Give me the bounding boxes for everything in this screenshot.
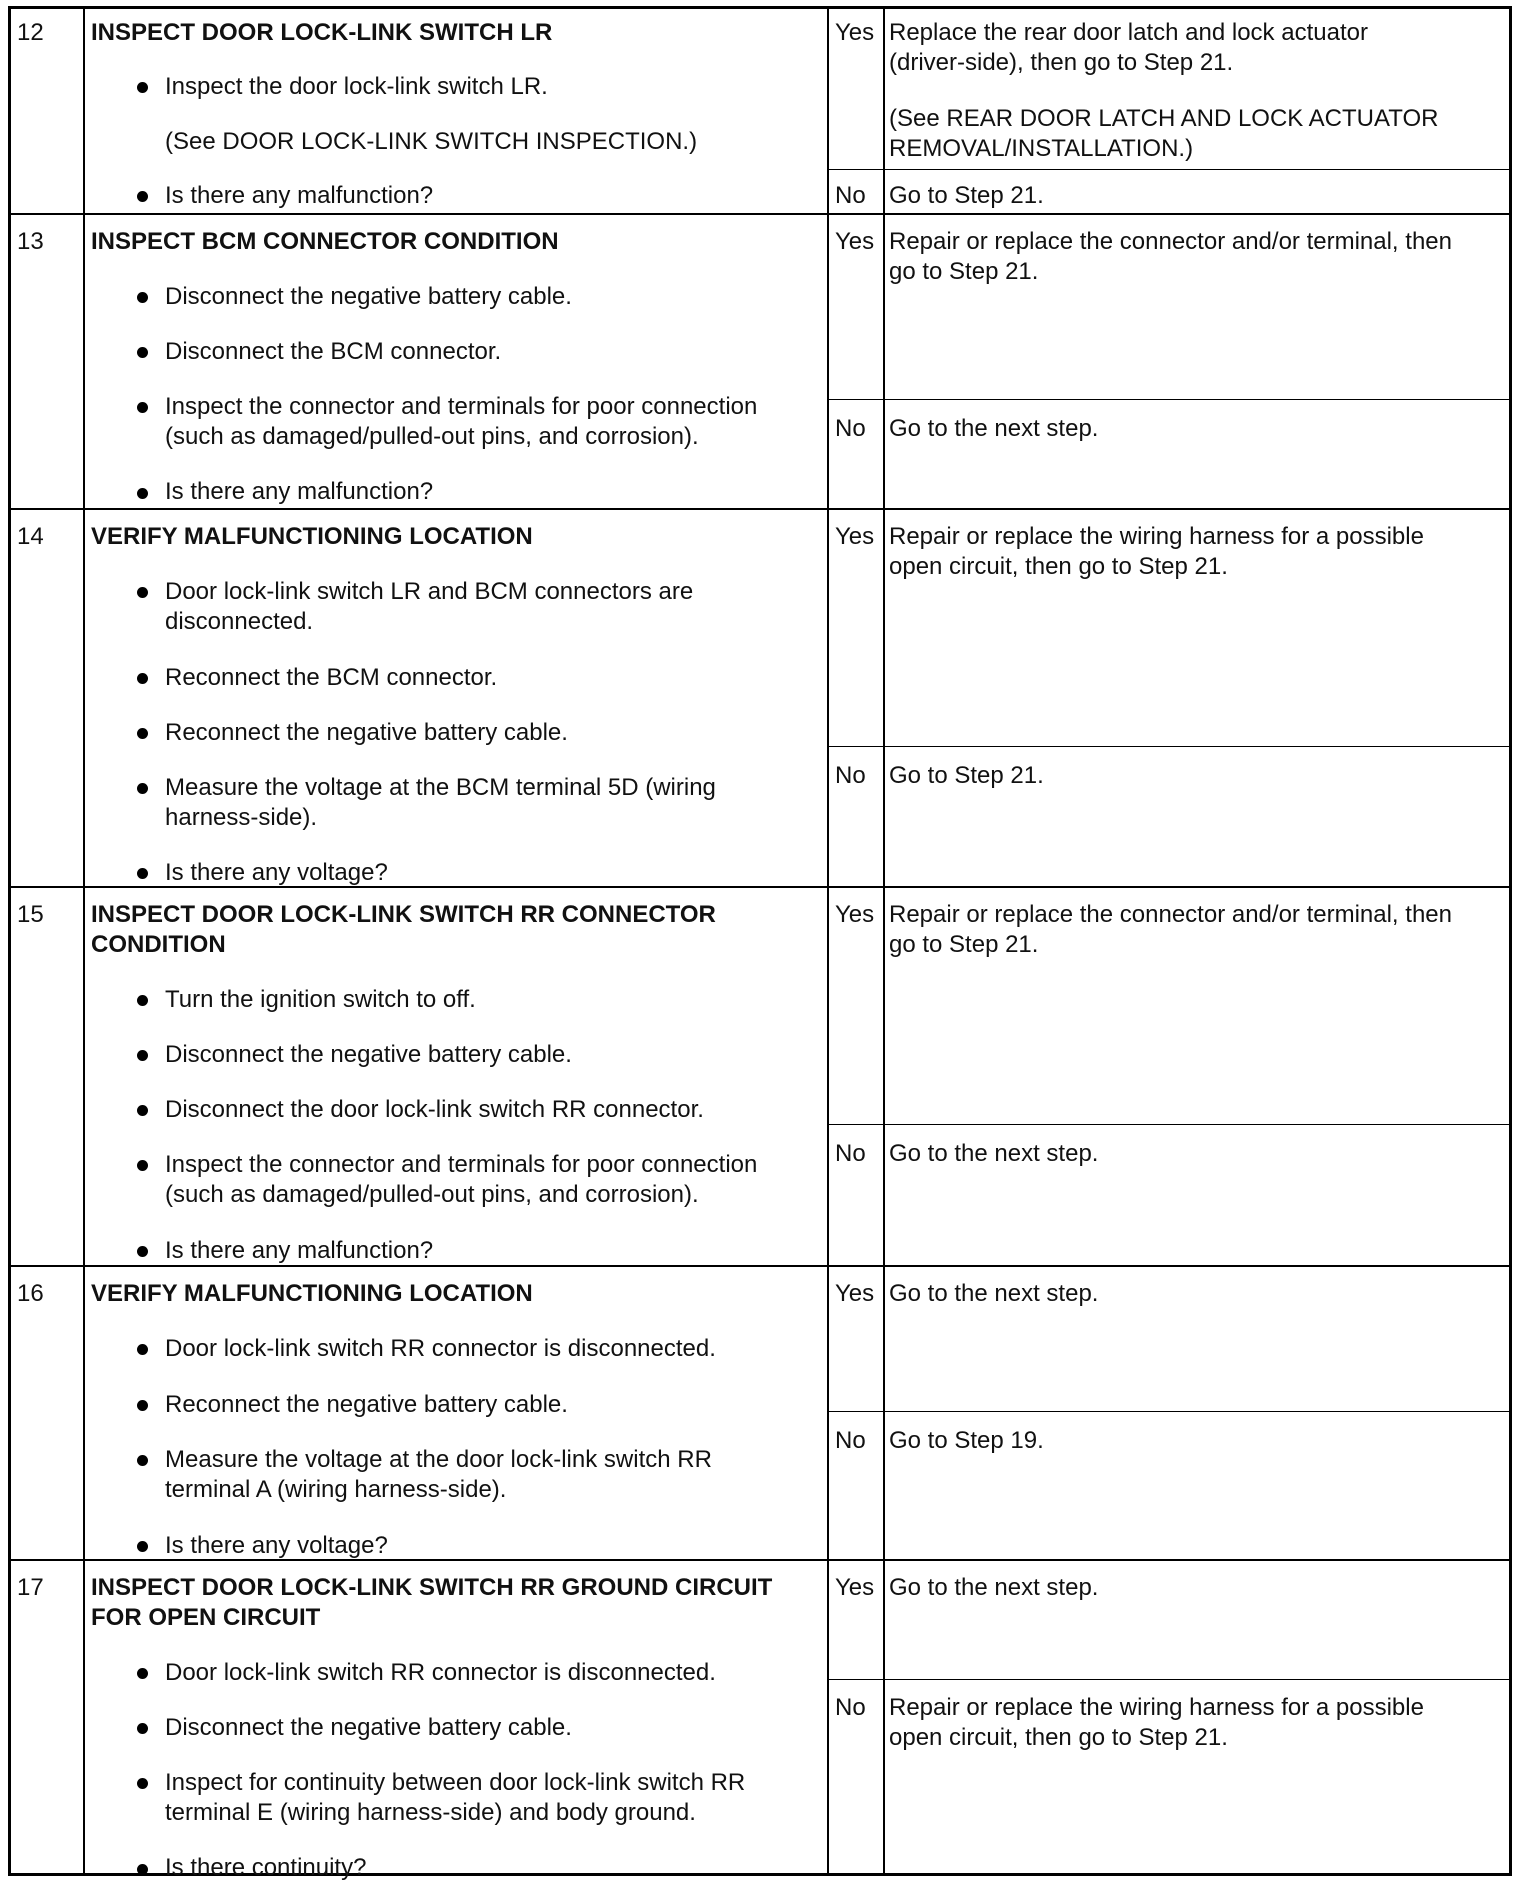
yes-label: Yes [835, 901, 875, 928]
yes-no-divider [827, 1124, 1509, 1125]
yes-result: go to Step 21. [889, 258, 1039, 285]
bullet-icon [137, 1541, 148, 1552]
step-number: 12 [17, 19, 44, 46]
step-item: Disconnect the negative battery cable. [165, 283, 572, 310]
step-title-continued: FOR OPEN CIRCUIT [91, 1604, 321, 1631]
yes-no-divider [827, 169, 1509, 170]
column-divider-action [827, 9, 829, 1873]
step-item: Is there any malfunction? [165, 478, 434, 505]
step-number: 17 [17, 1574, 44, 1601]
yes-result: Replace the rear door latch and lock actuator [889, 19, 1368, 46]
bullet-icon [137, 1160, 148, 1171]
step-item: Is there any voltage? [165, 1532, 388, 1559]
bullet-icon [137, 587, 148, 598]
no-result: Go to Step 19. [889, 1427, 1044, 1454]
step-item: Disconnect the negative battery cable. [165, 1714, 572, 1741]
bullet-icon [137, 1864, 148, 1875]
bullet-icon [137, 191, 148, 202]
yes-no-divider [827, 1679, 1509, 1680]
yes-label: Yes [835, 1574, 875, 1601]
yes-result: Go to the next step. [889, 1280, 1099, 1307]
step-item: Disconnect the door lock-link switch RR connector. [165, 1096, 704, 1123]
no-result: open circuit, then go to Step 21. [889, 1724, 1228, 1751]
bullet-icon [137, 1344, 148, 1355]
no-label: No [835, 415, 866, 442]
no-label: No [835, 1140, 866, 1167]
bullet-icon [137, 347, 148, 358]
step-item: Disconnect the negative battery cable. [165, 1041, 572, 1068]
step-item: Is there any malfunction? [165, 182, 434, 209]
yes-label: Yes [835, 1280, 875, 1307]
step-title: INSPECT DOOR LOCK-LINK SWITCH LR [91, 19, 553, 46]
yes-result: go to Step 21. [889, 931, 1039, 958]
bullet-icon [137, 82, 148, 93]
bullet-icon [137, 1723, 148, 1734]
step-item-note: (See DOOR LOCK-LINK SWITCH INSPECTION.) [165, 128, 698, 155]
step-item: Measure the voltage at the door lock-link switch RR [165, 1446, 712, 1473]
step-item: Turn the ignition switch to off. [165, 986, 476, 1013]
no-label: No [835, 182, 866, 209]
bullet-icon [137, 1105, 148, 1116]
bullet-icon [137, 402, 148, 413]
step-item-continued: harness-side). [165, 804, 318, 831]
bullet-icon [137, 1778, 148, 1789]
yes-result: Go to the next step. [889, 1574, 1099, 1601]
yes-result: Repair or replace the connector and/or terminal, then [889, 901, 1452, 928]
yes-no-divider [827, 399, 1509, 400]
bullet-icon [137, 1400, 148, 1411]
step-item: Door lock-link switch RR connector is disconnected. [165, 1659, 716, 1686]
bullet-icon [137, 868, 148, 879]
step-number: 13 [17, 228, 44, 255]
step-title: INSPECT BCM CONNECTOR CONDITION [91, 228, 559, 255]
bullet-icon [137, 995, 148, 1006]
row-divider [11, 508, 1509, 510]
bullet-icon [137, 1455, 148, 1466]
no-label: No [835, 1694, 866, 1721]
yes-result-note: REMOVAL/INSTALLATION.) [889, 135, 1194, 162]
column-divider-step [83, 9, 85, 1873]
yes-result: (driver-side), then go to Step 21. [889, 49, 1234, 76]
yes-result: Repair or replace the wiring harness for a possible [889, 523, 1424, 550]
step-number: 14 [17, 523, 44, 550]
step-item: Is there any voltage? [165, 859, 388, 886]
no-result: Repair or replace the wiring harness for a possible [889, 1694, 1424, 1721]
step-item: Inspect the door lock-link switch LR. [165, 73, 548, 100]
no-label: No [835, 1427, 866, 1454]
no-result: Go to the next step. [889, 1140, 1099, 1167]
troubleshooting-table [8, 6, 1512, 1881]
step-item: Measure the voltage at the BCM terminal 5D (wiring [165, 774, 716, 801]
step-item: Reconnect the negative battery cable. [165, 1391, 568, 1418]
step-item: Is there continuity? [165, 1854, 367, 1881]
column-divider-yesno [883, 9, 885, 1873]
yes-result: open circuit, then go to Step 21. [889, 553, 1228, 580]
step-item: Disconnect the BCM connector. [165, 338, 502, 365]
yes-no-divider [827, 746, 1509, 747]
step-item: Inspect the connector and terminals for poor connection [165, 1151, 758, 1178]
no-result: Go to the next step. [889, 415, 1099, 442]
step-title: VERIFY MALFUNCTIONING LOCATION [91, 523, 533, 550]
step-item: Reconnect the BCM connector. [165, 664, 498, 691]
step-item: Reconnect the negative battery cable. [165, 719, 568, 746]
step-item: Door lock-link switch RR connector is disconnected. [165, 1335, 716, 1362]
step-item-continued: terminal E (wiring harness-side) and body ground. [165, 1799, 696, 1826]
step-item: Is there any malfunction? [165, 1237, 434, 1264]
bullet-icon [137, 292, 148, 303]
step-title: INSPECT DOOR LOCK-LINK SWITCH RR GROUND CIRCUIT [91, 1574, 773, 1601]
bullet-icon [137, 728, 148, 739]
yes-no-divider [827, 1411, 1509, 1412]
yes-label: Yes [835, 523, 875, 550]
bullet-icon [137, 783, 148, 794]
bullet-icon [137, 673, 148, 684]
yes-label: Yes [835, 19, 875, 46]
step-item: Inspect the connector and terminals for poor connection [165, 393, 758, 420]
step-number: 15 [17, 901, 44, 928]
step-item-continued: terminal A (wiring harness-side). [165, 1476, 507, 1503]
row-divider [11, 213, 1509, 215]
step-title: INSPECT DOOR LOCK-LINK SWITCH RR CONNECTOR [91, 901, 716, 928]
yes-result-note: (See REAR DOOR LATCH AND LOCK ACTUATOR [889, 105, 1439, 132]
bullet-icon [137, 1246, 148, 1257]
yes-label: Yes [835, 228, 875, 255]
step-item: Inspect for continuity between door lock-link switch RR [165, 1769, 746, 1796]
bullet-icon [137, 488, 148, 499]
bullet-icon [137, 1668, 148, 1679]
step-item-continued: disconnected. [165, 608, 314, 635]
step-number: 16 [17, 1280, 44, 1307]
step-title: VERIFY MALFUNCTIONING LOCATION [91, 1280, 533, 1307]
no-label: No [835, 762, 866, 789]
step-title-continued: CONDITION [91, 931, 226, 958]
step-item-continued: (such as damaged/pulled-out pins, and corrosion). [165, 423, 699, 450]
no-result: Go to Step 21. [889, 182, 1044, 209]
yes-result: Repair or replace the connector and/or terminal, then [889, 228, 1452, 255]
bullet-icon [137, 1050, 148, 1061]
step-item: Door lock-link switch LR and BCM connectors are [165, 578, 694, 605]
step-item-continued: (such as damaged/pulled-out pins, and corrosion). [165, 1181, 699, 1208]
no-result: Go to Step 21. [889, 762, 1044, 789]
